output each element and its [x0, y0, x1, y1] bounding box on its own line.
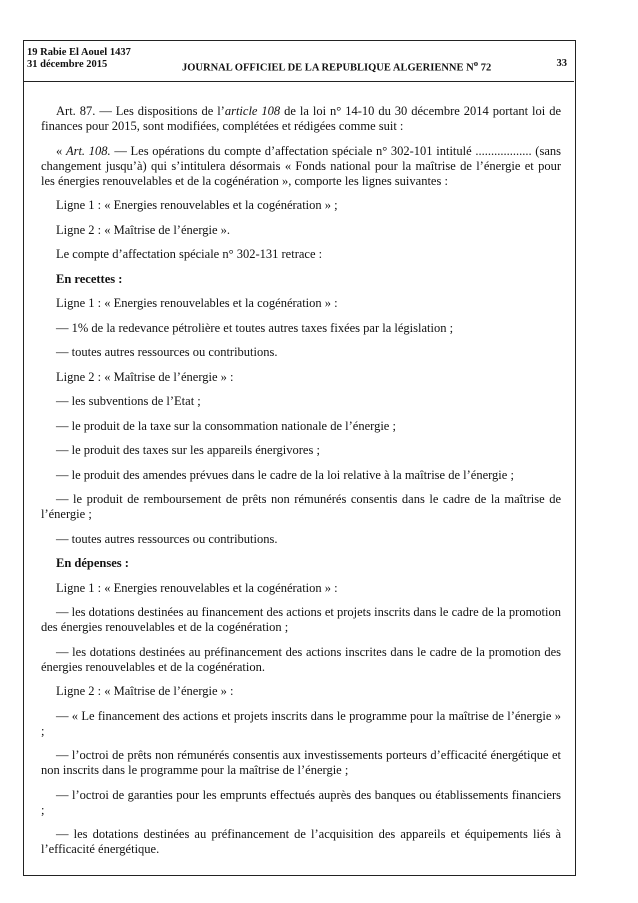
list-item: — le produit des taxes sur les appareils énergivores ; [56, 443, 320, 457]
article-108 [41, 144, 561, 189]
list-item: — le produit de la taxe sur la consommation nationale de l’énergie ; [56, 418, 396, 433]
paragraph-line2: Ligne 2 : « Maîtrise de l’énergie ». [56, 222, 231, 237]
document-body [41, 104, 561, 867]
page-number: 33 [556, 58, 567, 69]
heading-recettes: En recettes : [56, 271, 123, 286]
art87-text-c: de la loi n° 14-10 du 30 décembre 2014 portant loi de finances pour 2015, sont modifiées, complétées et rédigées comme suit : [41, 104, 561, 133]
journal-title-text: JOURNAL OFFICIEL DE LA REPUBLIQUE ALGERIENNE N [182, 62, 474, 74]
paragraph-depenses-ligne1: Ligne 1 : « Energies renouvelables et la cogénération » : [56, 580, 338, 595]
list-item: — les dotations destinées au préfinancement de l’acquisition des appareils et équipements liés à l’efficacité énergétique. [41, 827, 561, 856]
issue-number: 72 [478, 62, 492, 74]
art108-text-c: — Les opérations du compte d’affectation spéciale n° 302-101 intitulé .................. (sans changement jusqu’à) qui s’intitulera désormais « Fonds national pour la maîtrise de l’énergie et pour les énergies renouvelables et de la cogénération », comporte les lignes suivantes : [41, 143, 561, 188]
issue-superscript: o [473, 58, 479, 68]
list-item: — le produit de remboursement de prêts non rémunérés consentis dans le cadre de la maîtrise de l’énergie ; [41, 492, 561, 521]
heading-depenses: En dépenses : [56, 556, 129, 570]
paragraph-compte: Le compte d’affectation spéciale n° 302-131 retrace : [56, 247, 323, 261]
art108-article-ref: Art. 108. [65, 143, 111, 158]
journal-title [182, 58, 491, 74]
list-item: — les dotations destinées au préfinancement des actions inscrites dans le cadre de la promotion des énergies renouvelables et de la cogénération. [41, 644, 561, 674]
list-item: — le produit des amendes prévues dans le cadre de la loi relative à la maîtrise de l’énergie ; [56, 467, 514, 482]
header-date-gregorian: 31 décembre 2015 [27, 59, 108, 70]
header-date-hijri: 19 Rabie El Aouel 1437 [27, 47, 131, 58]
article-87 [41, 104, 561, 134]
art87-article-ref: article 108 [224, 104, 281, 118]
art87-text-a: Art. 87. — Les dispositions de l’ [56, 104, 225, 118]
header-dates [27, 47, 131, 71]
list-item: — toutes autres ressources ou contributions. [56, 345, 278, 359]
paragraph-recettes-ligne1: Ligne 1 : « Energies renouvelables et la cogénération » : [56, 296, 338, 310]
list-item: — « Le financement des actions et projets inscrits dans le programme pour la maîtrise de l’énergie » ; [41, 708, 561, 738]
paragraph-line1: Ligne 1 : « Energies renouvelables et la cogénération » ; [56, 198, 338, 212]
paragraph-depenses-ligne2: Ligne 2 : « Maîtrise de l’énergie » : [56, 684, 234, 698]
list-item: — l’octroi de prêts non rémunérés consentis aux investissements porteurs d’efficacité énergétique et non inscrits dans le programme pour la maîtrise de l’énergie ; [41, 748, 561, 777]
list-item: — les subventions de l’Etat ; [56, 394, 201, 408]
list-item: — l’octroi de garanties pour les emprunts effectués auprès des banques ou établissements financiers ; [41, 787, 561, 817]
list-item: — les dotations destinées au financement des actions et projets inscrits dans le cadre de la promotion des énergies renouvelables et de la cogénération ; [41, 605, 561, 634]
page-header [23, 47, 574, 82]
art108-text-a: « [56, 143, 66, 158]
paragraph-recettes-ligne2: Ligne 2 : « Maîtrise de l’énergie » : [56, 369, 234, 384]
list-item: — 1% de la redevance pétrolière et toutes autres taxes fixées par la législation ; [56, 320, 454, 335]
list-item: — toutes autres ressources ou contributions. [56, 531, 278, 546]
